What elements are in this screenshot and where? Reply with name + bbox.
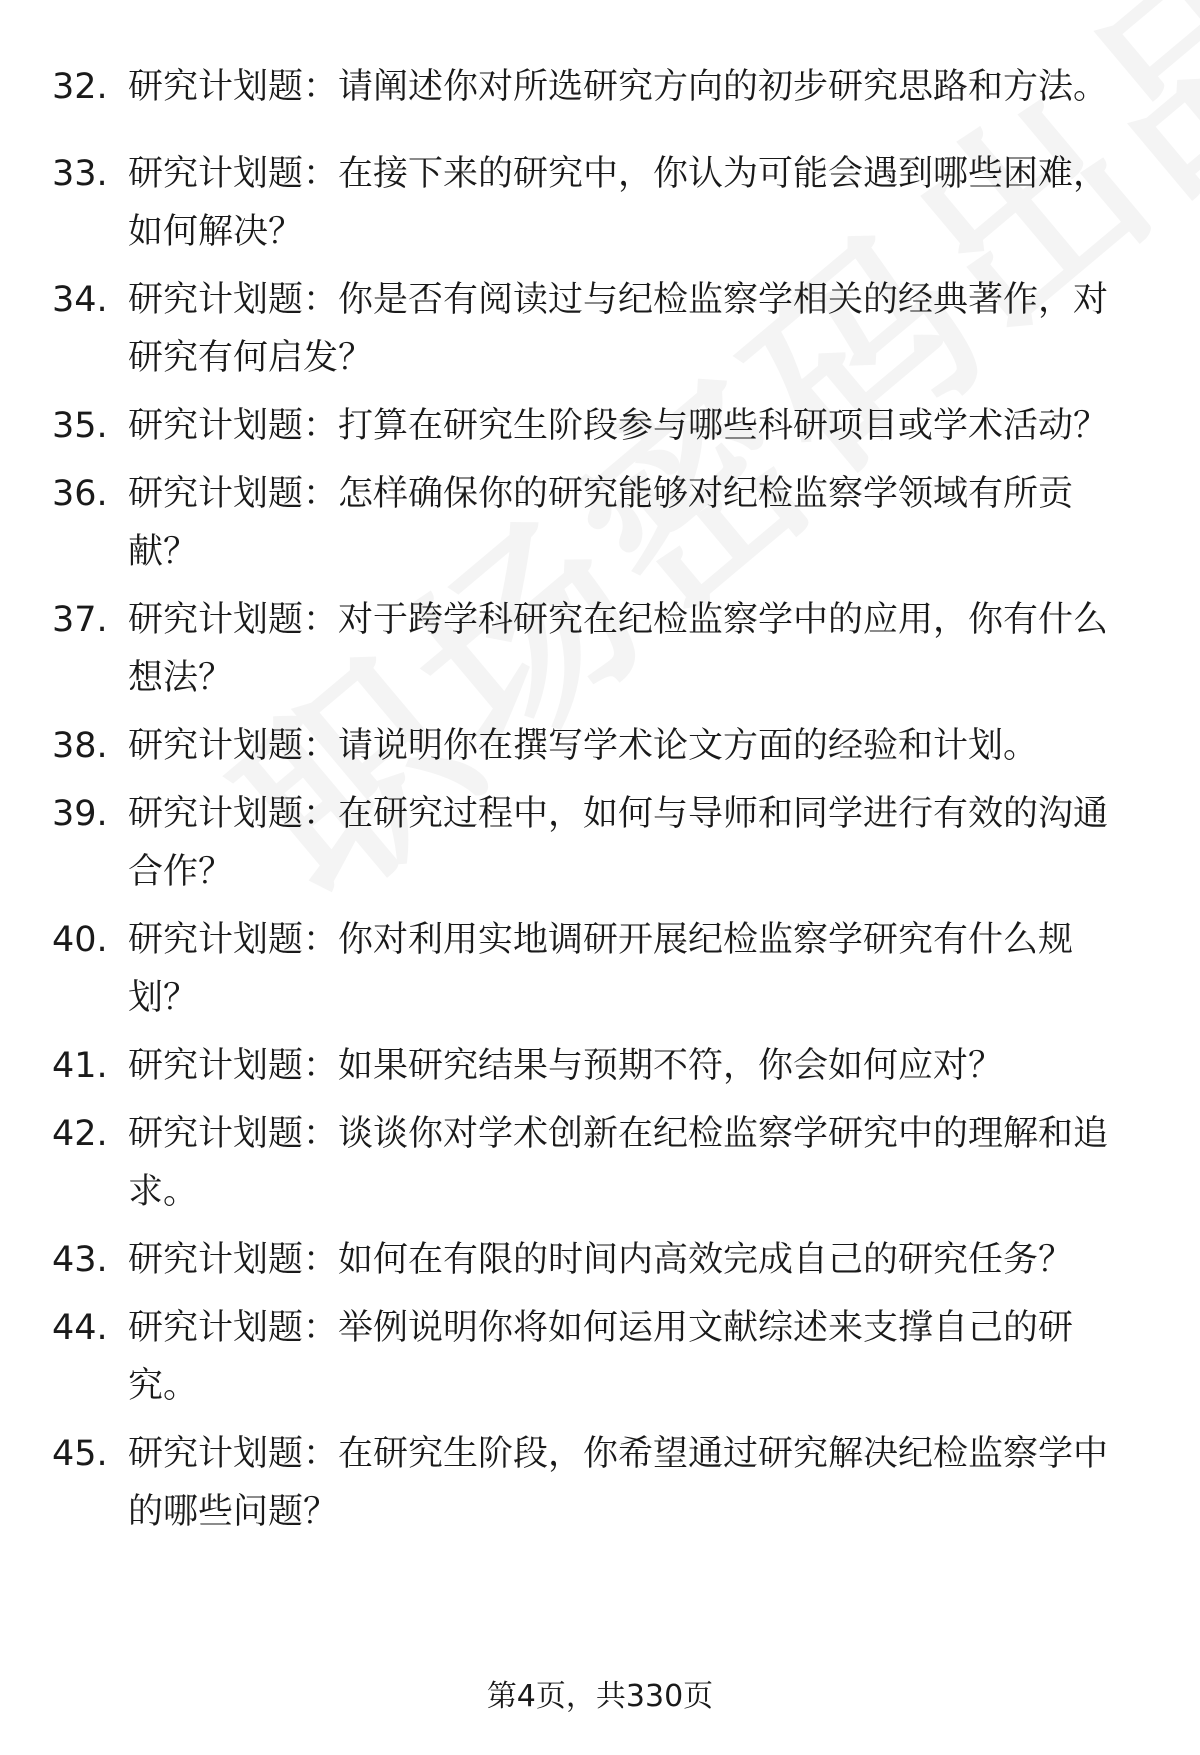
question-item <box>52 58 1152 116</box>
question-number: 35. <box>52 406 108 446</box>
question-number: 33. <box>52 154 108 194</box>
question-item <box>52 591 1152 707</box>
question-item <box>52 271 1152 387</box>
question-text: 研究计划题：谈谈你对学术创新在纪检监察学研究中的理解和追求。 <box>128 1114 1109 1212</box>
question-number: 38. <box>52 726 108 766</box>
question-text: 研究计划题：你对利用实地调研开展纪检监察学研究有什么规划？ <box>128 920 1074 1018</box>
question-item <box>52 1299 1152 1415</box>
question-item <box>52 911 1152 1027</box>
question-text: 研究计划题：对于跨学科研究在纪检监察学中的应用，你有什么想法？ <box>128 600 1109 698</box>
question-text: 研究计划题：如果研究结果与预期不符，你会如何应对？ <box>128 1046 1004 1086</box>
question-number: 34. <box>52 280 108 320</box>
question-number: 39. <box>52 794 108 834</box>
question-text: 研究计划题：怎样确保你的研究能够对纪检监察学领域有所贡献？ <box>128 474 1074 572</box>
question-number: 36. <box>52 474 108 514</box>
question-text: 研究计划题：打算在研究生阶段参与哪些科研项目或学术活动？ <box>128 406 1109 446</box>
question-text: 研究计划题：在研究过程中，如何与导师和同学进行有效的沟通合作？ <box>128 794 1109 892</box>
question-number: 40. <box>52 920 108 960</box>
question-item <box>52 1105 1152 1221</box>
question-number: 42. <box>52 1114 108 1154</box>
question-item <box>52 1231 1152 1289</box>
question-text: 研究计划题：如何在有限的时间内高效完成自己的研究任务？ <box>128 1240 1074 1280</box>
question-number: 37. <box>52 600 108 640</box>
question-text: 研究计划题：在接下来的研究中，你认为可能会遇到哪些困难，如何解决？ <box>128 154 1109 252</box>
question-text: 研究计划题：在研究生阶段，你希望通过研究解决纪检监察学中的哪些问题？ <box>128 1434 1109 1532</box>
question-number: 44. <box>52 1308 108 1348</box>
question-item <box>52 397 1152 455</box>
question-text: 研究计划题：请说明你在撰写学术论文方面的经验和计划。 <box>128 726 1039 766</box>
question-number: 43. <box>52 1240 108 1280</box>
question-text: 研究计划题：请阐述你对所选研究方向的初步研究思路和方法。 <box>128 67 1109 107</box>
page-footer: 第4页，共330页 <box>486 1679 714 1714</box>
question-text: 研究计划题：你是否有阅读过与纪检监察学相关的经典著作，对研究有何启发？ <box>128 280 1109 378</box>
question-number: 32. <box>52 67 108 107</box>
question-text: 研究计划题：举例说明你将如何运用文献综述来支撑自己的研究。 <box>128 1308 1074 1406</box>
question-number: 41. <box>52 1046 108 1086</box>
question-item <box>52 145 1152 261</box>
question-number: 45. <box>52 1434 108 1474</box>
question-item <box>52 1037 1152 1095</box>
question-item <box>52 1425 1152 1541</box>
question-list <box>52 58 1152 1541</box>
question-item <box>52 785 1152 901</box>
question-item <box>52 717 1152 775</box>
question-item <box>52 465 1152 581</box>
